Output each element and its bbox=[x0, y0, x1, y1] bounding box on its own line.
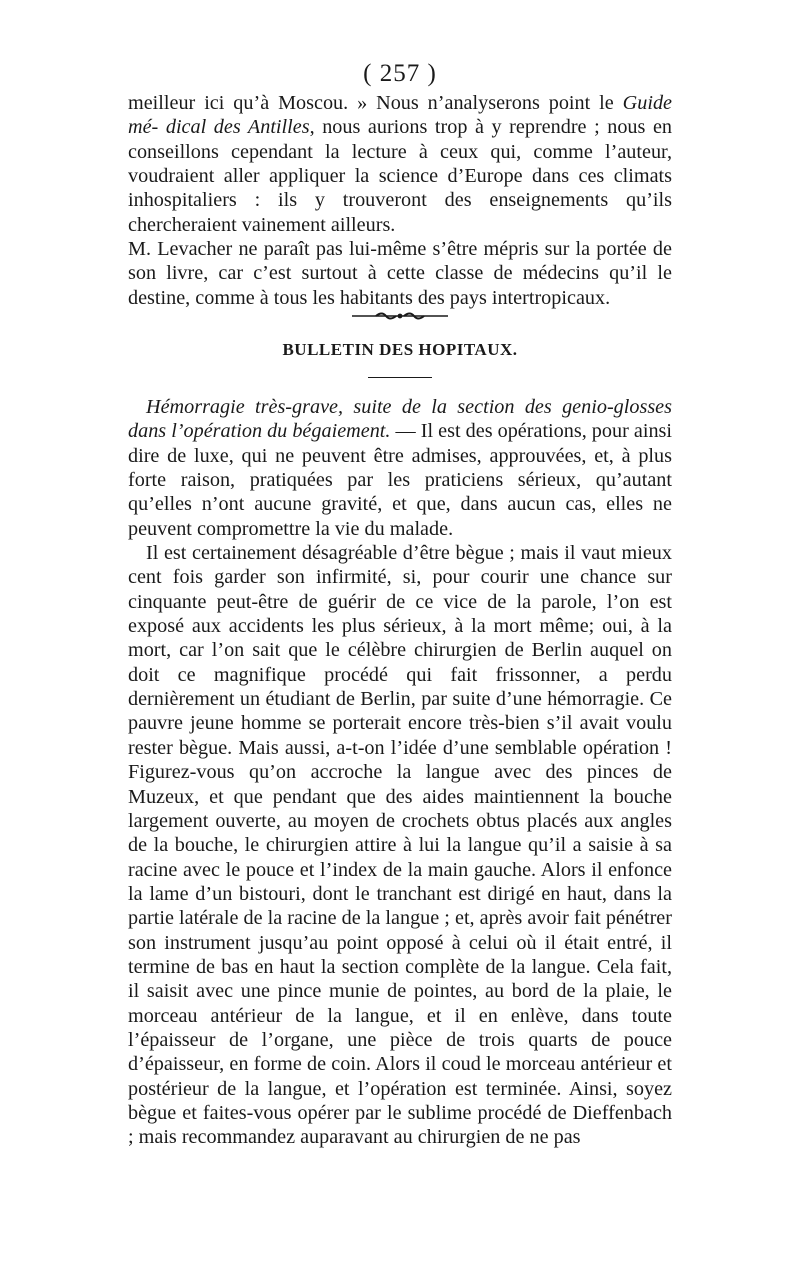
book-title-part-1: Guide mé- bbox=[128, 92, 672, 139]
intro-text bbox=[128, 91, 672, 310]
fleuron-ornament bbox=[0, 309, 800, 323]
article-title: Hémorragie très-grave, suite de la section des genio-glosses dans l’opération du bégaiement. bbox=[128, 396, 672, 443]
article-paragraph-1-text: — Il est des opérations, pour ainsi dire de luxe, qui ne peuvent être admises, approuvées, et, à plus forte raison, pratiquées par les praticiens sérieux, qu’autant qu’elles n’ont aucune gravité, et que, dans aucun cas, elles ne peuvent compromettre la vie du malade. bbox=[128, 420, 673, 540]
intro-text-part-1: meilleur ici qu’à Moscou. » Nous n’analyserons point le bbox=[128, 92, 623, 114]
article-paragraph-1 bbox=[128, 395, 672, 541]
article-paragraph-2: Il est certainement désagréable d’être bègue ; mais il vaut mieux cent fois garder son infirmité, si, pour courir une chance sur cinquante peut-être de guérir de ce vice de la parole, l’on est exposé aux accidents les plus sérieux, à la mort même; oui, à la mort, car l’on sait que le célèbre chirurgien de Berlin auquel on doit ce magnifique procédé qui fait frissonner, a perdu dernièrement un étudiant de Berlin, par suite d’une hémorragie. Ce pauvre jeune homme se porterait encore très-bien s’il avait voulu rester bègue. Mais aussi, a-t-on l’idée d’une semblable opération ! Figurez-vous qu’on accroche la langue avec des pinces de Muzeux, et que pendant que des aides maintiennent la bouche largement ouverte, au moyen de crochets obtus placés aux angles de la bouche, le chirurgien attire à lui la langue qu’il a saisie à sa racine avec le pouce et l’index de la main gauche. Alors il enfonce la lame d’un bistouri, dont le tranchant est dirigé en haut, dans la partie latérale de la racine de la langue ; et, après avoir fait pénétrer son instrument jusqu’au point opposé à celui où il était entré, il termine de bas en haut la section complète de la langue. Cela fait, il saisit avec une pince munie de pointes, au bord de la plaie, le morceau antérieur de la langue, et il en enlève, dans toute l’épaisseur de l’organe, une pièce de trois quarts de pouce d’épaisseur, en forme de coin. Alors il coud le morceau antérieur et postérieur de la langue, et l’opération est terminée. Ainsi, soyez bègue et faites-vous opérer par le sublime procédé de Dieffenbach ; mais recommandez auparavant au chirurgien de ne pas bbox=[128, 542, 672, 1149]
article-text bbox=[128, 395, 672, 1150]
intro-paragraph-2: M. Levacher ne paraît pas lui-même s’être mépris sur la portée de son livre, car c’est surtout à cette classe de médecins qu’il le destine, comme à tous les habitants des pays intertropicaux. bbox=[128, 238, 672, 309]
section-title: BULLETIN DES HOPITAUX. bbox=[282, 340, 518, 359]
book-title-part-2: dical des Antilles bbox=[165, 116, 310, 139]
title-rule bbox=[368, 377, 432, 378]
intro-text-part-2: , nous aurions trop à y reprendre ; nous en conseillons cependant la lecture à ceux qui, comme l’auteur, voudraient aller appliquer la science d’Europe dans ces climats inhospitaliers : ils y trouveront des enseignements qu’ils chercheraient vainement ailleurs. bbox=[128, 116, 673, 236]
page-number: ( 257 ) bbox=[363, 60, 437, 87]
intro-paragraph-1 bbox=[128, 91, 672, 237]
